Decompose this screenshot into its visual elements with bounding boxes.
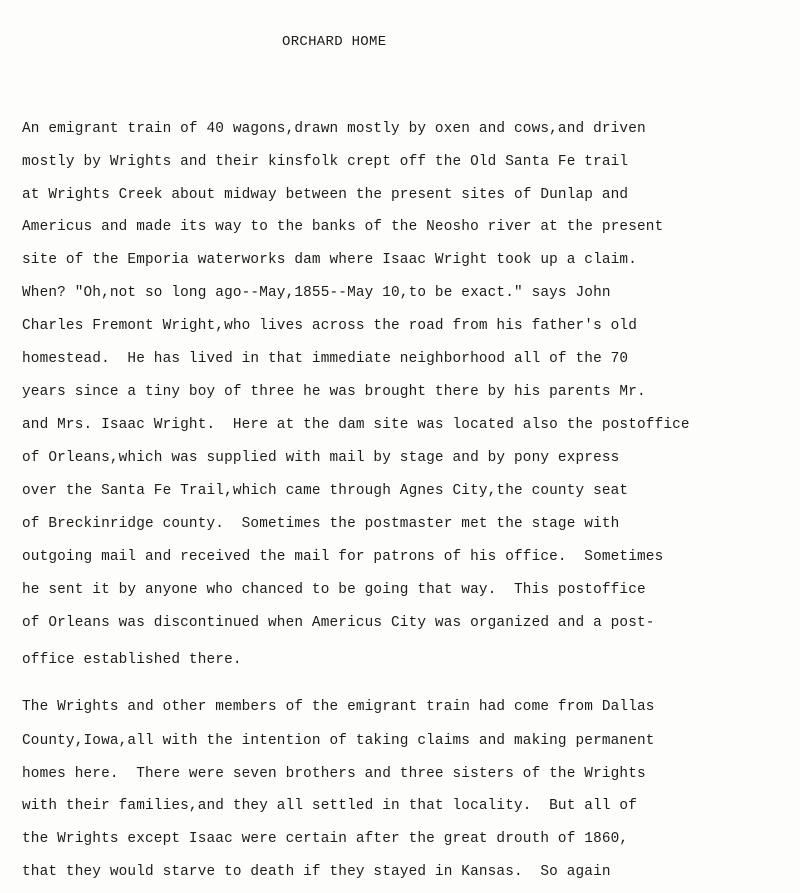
paragraph-1-line-6: When? "Oh,not so long ago--May,1855--May 10,to be exact." says John <box>22 285 611 301</box>
paragraph-1-line-8: homestead. He has lived in that immediate neighborhood all of the 70 <box>22 351 629 367</box>
paragraph-2-line-4: with their families,and they all settled in that locality. But all of <box>22 798 638 814</box>
paragraph-1-line-5: site of the Emporia waterworks dam where Isaac Wright took up a claim. <box>22 252 638 268</box>
paragraph-1-line-3: at Wrights Creek about midway between the present sites of Dunlap and <box>22 187 629 203</box>
paragraph-2-line-5: the Wrights except Isaac were certain after the great drouth of 1860, <box>22 831 629 847</box>
paragraph-1-line-16: of Orleans was discontinued when Americus City was organized and a post- <box>22 615 655 631</box>
paragraph-1-line-14: outgoing mail and received the mail for patrons of his office. Sometimes <box>22 549 664 565</box>
paragraph-1-line-12: over the Santa Fe Trail,which came through Agnes City,the county seat <box>22 483 629 499</box>
document-title: ORCHARD HOME <box>282 34 387 50</box>
paragraph-1-line-13: of Breckinridge county. Sometimes the postmaster met the stage with <box>22 516 620 532</box>
paragraph-1-line-2: mostly by Wrights and their kinsfolk crept off the Old Santa Fe trail <box>22 154 629 170</box>
paragraph-1-line-17: office established there. <box>22 652 242 668</box>
paragraph-1-line-10: and Mrs. Isaac Wright. Here at the dam site was located also the postoffice <box>22 417 690 433</box>
paragraph-2-line-1: The Wrights and other members of the emigrant train had come from Dallas <box>22 699 655 715</box>
paragraph-1-line-1: An emigrant train of 40 wagons,drawn mostly by oxen and cows,and driven <box>22 121 646 137</box>
paragraph-2-line-3: homes here. There were seven brothers and three sisters of the Wrights <box>22 766 646 782</box>
paragraph-1-line-4: Americus and made its way to the banks of the Neosho river at the present <box>22 219 664 235</box>
paragraph-1-line-15: he sent it by anyone who chanced to be going that way. This postoffice <box>22 582 646 598</box>
paragraph-1-line-7: Charles Fremont Wright,who lives across the road from his father's old <box>22 318 638 334</box>
paragraph-1-line-9: years since a tiny boy of three he was brought there by his parents Mr. <box>22 384 646 400</box>
paragraph-1-line-11: of Orleans,which was supplied with mail by stage and by pony express <box>22 450 620 466</box>
paragraph-2-line-2: County,Iowa,all with the intention of taking claims and making permanent <box>22 733 655 749</box>
paragraph-2-line-6: that they would starve to death if they stayed in Kansas. So again <box>22 864 611 880</box>
